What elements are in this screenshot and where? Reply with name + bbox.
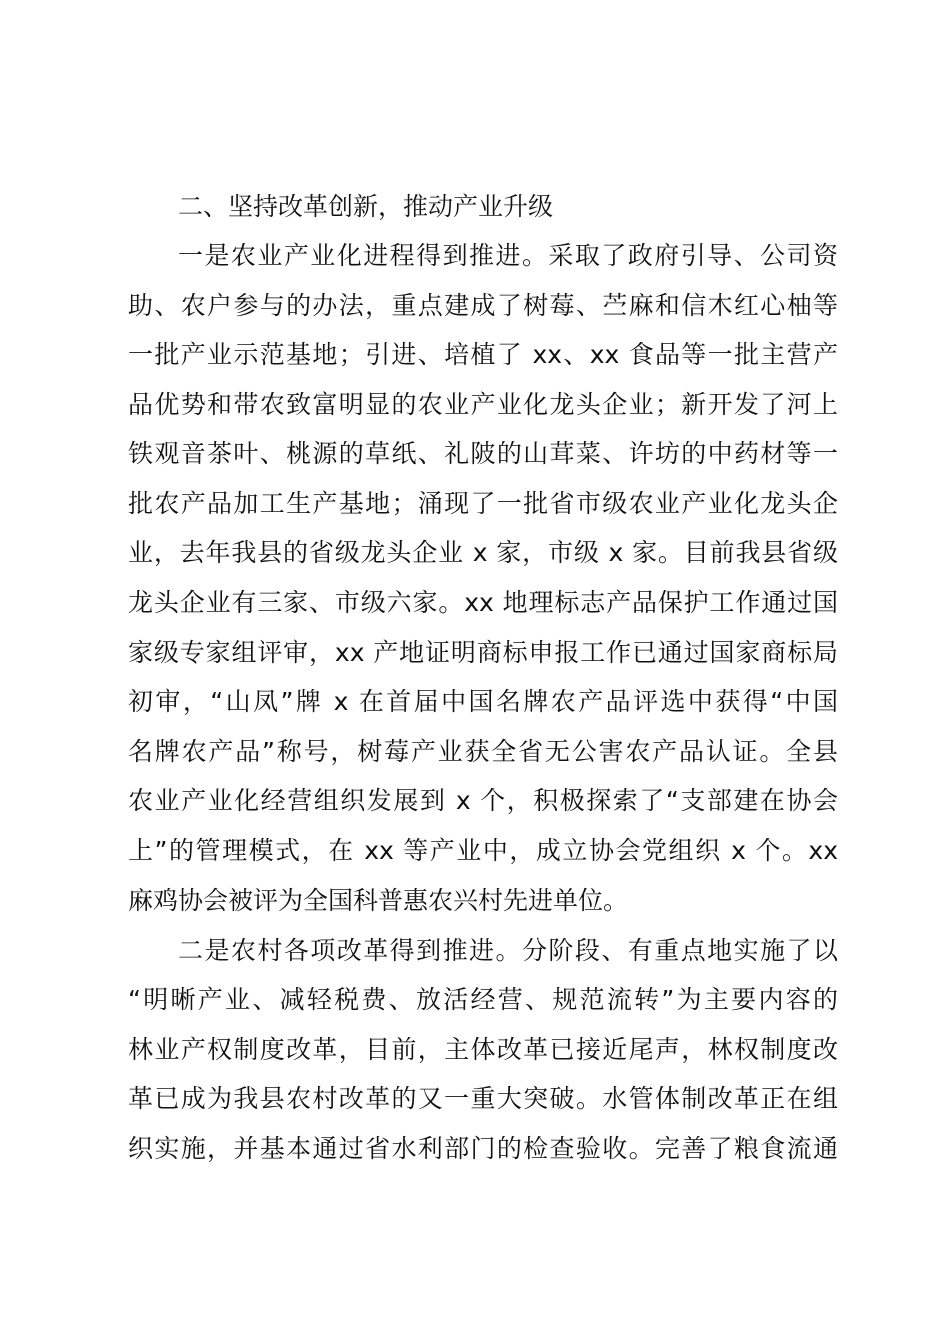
paragraph-1-line: 批农产品加工生产基地；涌现了一批省市级农业产业化龙头企 bbox=[128, 489, 838, 518]
paragraph-1-line: 一是农业产业化进程得到推进。采取了政府引导、公司资 bbox=[178, 241, 838, 270]
paragraph-2-line: 织实施，并基本通过省水利部门的检查验收。完善了粮食流通 bbox=[128, 1134, 838, 1163]
paragraph-2-line: 二是农村各项改革得到推进。分阶段、有重点地实施了以 bbox=[178, 936, 838, 965]
paragraph-1-line: 业，去年我县的省级龙头企业 x 家，市级 x 家。目前我县省级 bbox=[128, 538, 838, 567]
paragraph-1-line: 一批产业示范基地；引进、培植了 xx、xx 食品等一批主营产 bbox=[128, 340, 838, 369]
paragraph-1-line: 名牌农产品”称号，树莓产业获全省无公害农产品认证。全县 bbox=[128, 737, 838, 766]
paragraph-1-line: 农业产业化经营组织发展到 x 个，积极探索了“支部建在协会 bbox=[128, 786, 838, 815]
paragraph-1-line: 铁观音茶叶、桃源的草纸、礼陂的山茸菜、许坊的中药材等一 bbox=[128, 439, 838, 468]
paragraph-1-line: 品优势和带农致富明显的农业产业化龙头企业；新开发了河上 bbox=[128, 390, 838, 419]
paragraph-2-line: 林业产权制度改革，目前，主体改革已接近尾声，林权制度改 bbox=[128, 1035, 838, 1064]
paragraph-1-line: 上”的管理模式，在 xx 等产业中，成立协会党组织 x 个。xx bbox=[128, 836, 838, 865]
paragraph-1-line: 初审，“山凤”牌 x 在首届中国名牌农产品评选中获得“中国 bbox=[128, 687, 838, 716]
paragraph-1-line: 麻鸡协会被评为全国科普惠农兴村先进单位。 bbox=[128, 886, 629, 915]
paragraph-2-line: 革已成为我县农村改革的又一重大突破。水管体制改革正在组 bbox=[128, 1084, 838, 1113]
paragraph-1-line: 家级专家组评审，xx 产地证明商标申报工作已通过国家商标局 bbox=[128, 638, 838, 667]
paragraph-1-line: 助、农户参与的办法，重点建成了树莓、苎麻和信木红心柚等 bbox=[128, 291, 838, 320]
paragraph-1-line: 龙头企业有三家、市级六家。xx 地理标志产品保护工作通过国 bbox=[128, 588, 838, 617]
paragraph-2-line: “明晰产业、减轻税费、放活经营、规范流转”为主要内容的 bbox=[128, 985, 838, 1014]
section-heading: 二、坚持改革创新，推动产业升级 bbox=[178, 192, 554, 221]
